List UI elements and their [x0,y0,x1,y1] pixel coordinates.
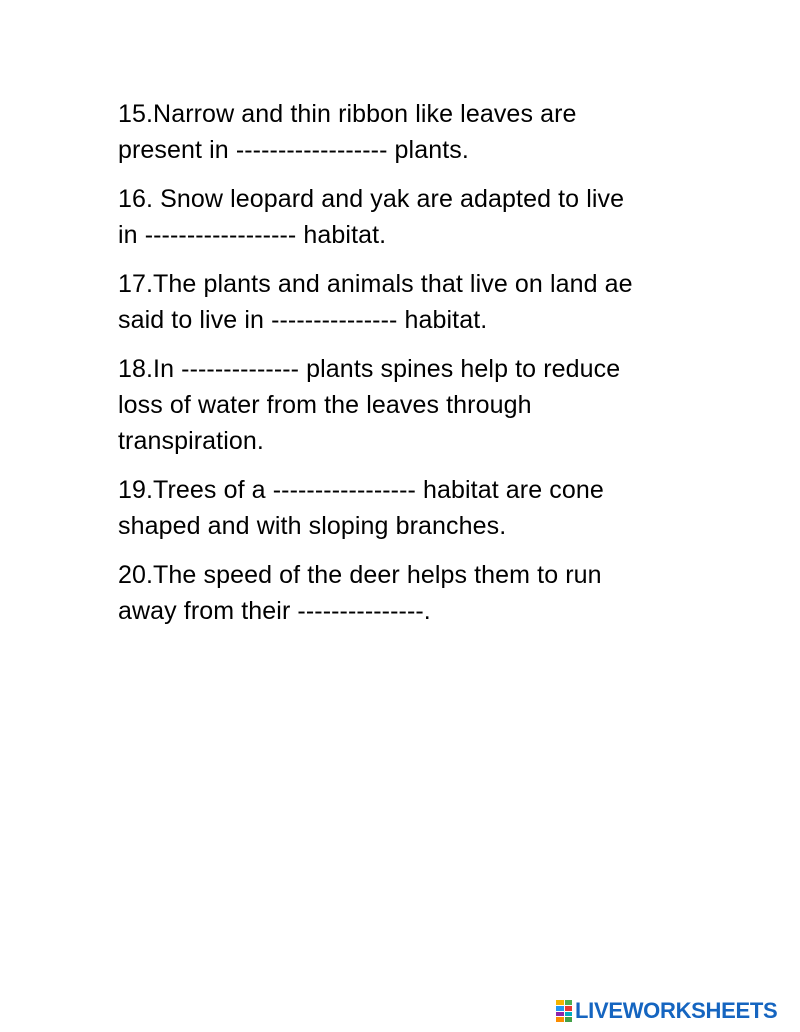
question-line: shaped and with sloping branches. [118,512,507,540]
question-line: transpiration. [118,427,264,455]
question-line: 18.In -------------- plants spines help to reduce [118,355,621,383]
question-16 [118,181,758,253]
question-line: said to live in --------------- habitat. [118,306,488,334]
question-line: present in ------------------ plants. [118,136,469,164]
question-19 [118,472,758,544]
question-line: 15.Narrow and thin ribbon like leaves are [118,100,577,128]
liveworksheets-logo-icon [556,1000,572,1022]
question-20 [118,557,758,629]
question-line: 17.The plants and animals that live on land ae [118,270,633,298]
question-line: away from their ---------------. [118,597,431,625]
question-line: 19.Trees of a ----------------- habitat are cone [118,476,604,504]
question-line: in ------------------ habitat. [118,221,387,249]
brand-name: LIVEWORKSHEETS [575,998,778,1023]
worksheet-questions [118,96,758,642]
question-15 [118,96,758,168]
question-line: loss of water from the leaves through [118,391,532,419]
question-line: 16. Snow leopard and yak are adapted to live [118,185,625,213]
question-line: 20.The speed of the deer helps them to run [118,561,602,589]
question-18 [118,351,758,459]
question-17 [118,266,758,338]
liveworksheets-brand [556,998,777,1024]
